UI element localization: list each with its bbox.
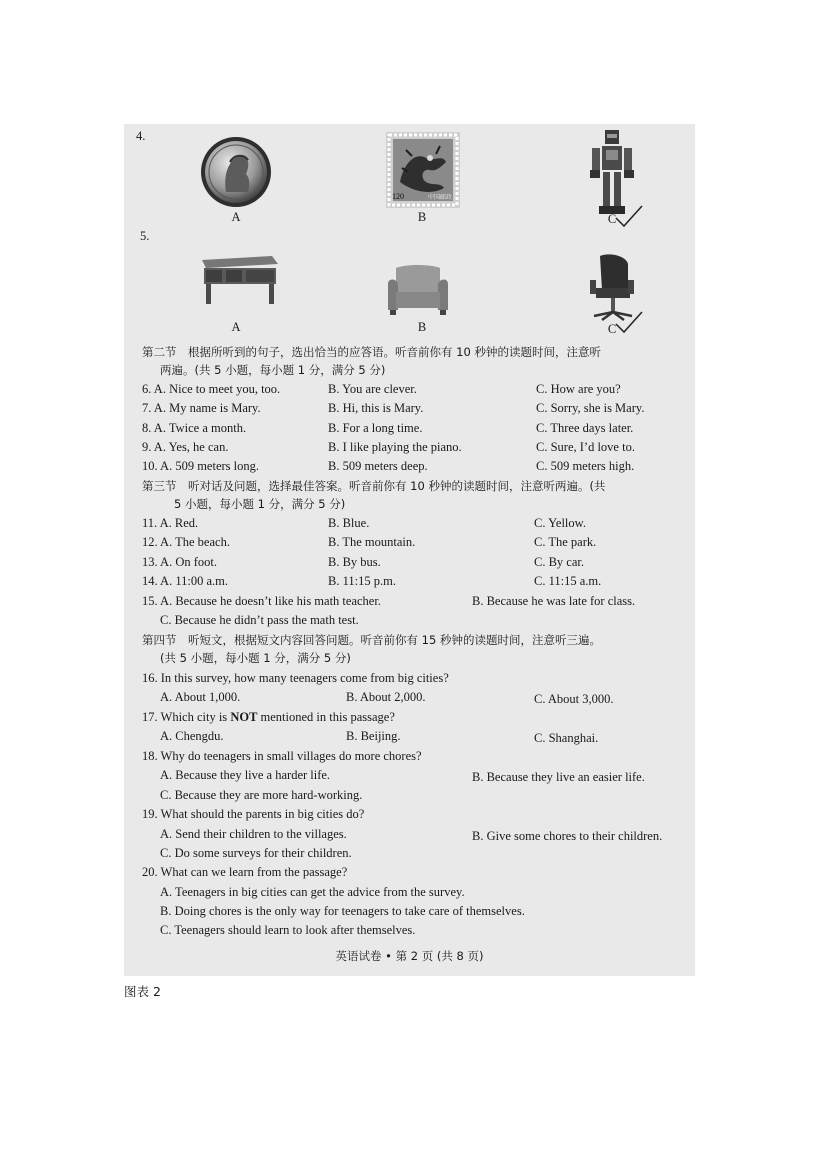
- sec3-q11-a: 11. A. Red.: [142, 516, 199, 530]
- q4-label-c: C: [607, 212, 617, 226]
- sec4-q20-c: C. Teenagers should learn to look after themselves.: [160, 923, 416, 937]
- sec2-q7-a: 7. A. My name is Mary.: [142, 401, 261, 415]
- sec4-q19-c: C. Do some surveys for their children.: [160, 846, 352, 860]
- sec2-q7-b: B. Hi, this is Mary.: [328, 401, 424, 415]
- sec4-q20-b: B. Doing chores is the only way for teenagers to take care of themselves.: [160, 904, 525, 918]
- sec4-q17-b: B. Beijing.: [346, 729, 401, 743]
- sec4-q18-a: A. Because they live a harder life.: [160, 768, 331, 782]
- sec3-q15-b: B. Because he was late for class.: [472, 594, 636, 608]
- scanned-exam-page: [124, 124, 695, 976]
- q5-checkmark: [614, 310, 644, 341]
- sec4-q16: 16. In this survey, how many teenagers come from big cities?: [142, 671, 449, 685]
- sec4-q19-a: A. Send their children to the villages.: [160, 827, 347, 841]
- sec2-heading: 第二节 根据所听到的句子，选出恰当的应答语。听音前你有 10 秒钟的读题时间，注意听: [142, 345, 601, 359]
- sec4-q20: 20. What can we learn from the passage?: [142, 865, 348, 879]
- q4-label-b: B: [417, 210, 427, 224]
- page-footer: 英语试卷 • 第 2 页 (共 8 页): [335, 949, 484, 963]
- sec2-q8-c: C. Three days later.: [536, 421, 634, 435]
- q4-checkmark: [614, 204, 644, 235]
- sec4-q16-b: B. About 2,000.: [346, 690, 426, 704]
- sec4-heading-line2: (共 5 小题，每小题 1 分，满分 5 分): [160, 651, 351, 665]
- q4-label-a: A: [231, 210, 241, 224]
- sec3-heading-line2: 5 小题，每小题 1 分，满分 5 分): [174, 497, 346, 511]
- q5-label-b: B: [417, 320, 427, 334]
- desk-image: [196, 250, 280, 311]
- sec3-q11-c: C. Yellow.: [534, 516, 586, 530]
- sec2-q9-a: 9. A. Yes, he can.: [142, 440, 229, 454]
- sec3-q13-c: C. By car.: [534, 555, 584, 569]
- sec3-q12-b: B. The mountain.: [328, 535, 416, 549]
- sec4-q19: 19. What should the parents in big cities do?: [142, 807, 365, 821]
- q4-number: 4.: [136, 129, 146, 143]
- sec2-heading-line2: 两遍。(共 5 小题，每小题 1 分，满分 5 分): [160, 363, 386, 377]
- q5-label-a: A: [231, 320, 241, 334]
- figure-caption: 图表 2: [124, 984, 161, 999]
- sec4-q17-c: C. Shanghai.: [534, 731, 599, 745]
- sec3-q14-a: 14. A. 11:00 a.m.: [142, 574, 228, 588]
- sec4-q16-a: A. About 1,000.: [160, 690, 241, 704]
- sec3-q13-b: B. By bus.: [328, 555, 381, 569]
- q5-label-c: C: [607, 322, 617, 336]
- sec2-q6-a: 6. A. Nice to meet you, too.: [142, 382, 281, 396]
- q17-suffix: mentioned in this passage?: [257, 710, 395, 724]
- stamp-value: 120: [392, 192, 404, 201]
- sec3-q14-b: B. 11:15 p.m.: [328, 574, 396, 588]
- sec2-q8-a: 8. A. Twice a month.: [142, 421, 247, 435]
- sec4-q18-b: B. Because they live an easier life.: [472, 770, 645, 784]
- sec3-q13-a: 13. A. On foot.: [142, 555, 217, 569]
- sec4-q16-c: C. About 3,000.: [534, 692, 614, 706]
- sec3-q11-b: B. Blue.: [328, 516, 370, 530]
- sec2-q6-b: B. You are clever.: [328, 382, 417, 396]
- sec4-heading: 第四节 听短文，根据短文内容回答问题。听音前你有 15 秒钟的读题时间，注意听三遍。: [142, 633, 601, 647]
- armchair-image: [386, 264, 450, 321]
- sec4-q17-a: A. Chengdu.: [160, 729, 224, 743]
- sec2-q7-c: C. Sorry, she is Mary.: [536, 401, 645, 415]
- sec3-q15-a: 15. A. Because he doesn’t like his math teacher.: [142, 594, 381, 608]
- sec2-q6-c: C. How are you?: [536, 382, 621, 396]
- sec2-q9-c: C. Sure, I’d love to.: [536, 440, 635, 454]
- sec3-heading: 第三节 听对话及问题，选择最佳答案。听音前你有 10 秒钟的读题时间，注意听两遍。(共: [142, 479, 606, 493]
- sec4-q20-a: A. Teenagers in big cities can get the advice from the survey.: [160, 885, 465, 899]
- q5-number: 5.: [140, 229, 150, 243]
- sec2-q10-c: C. 509 meters high.: [536, 459, 635, 473]
- stamp-text: 中国邮政: [428, 194, 453, 201]
- sec2-q10-a: 10. A. 509 meters long.: [142, 459, 260, 473]
- q17-emphasis: NOT: [230, 710, 258, 724]
- coin-image: [200, 136, 272, 213]
- sec3-q12-c: C. The park.: [534, 535, 597, 549]
- sec3-q12-a: 12. A. The beach.: [142, 535, 230, 549]
- sec4-q17: [142, 709, 395, 725]
- q17-prefix: 17. Which city is: [142, 710, 231, 724]
- sec3-q15-c: C. Because he didn’t pass the math test.: [160, 613, 359, 627]
- sec2-q9-b: B. I like playing the piano.: [328, 440, 462, 454]
- sec4-q18-c: C. Because they are more hard-working.: [160, 788, 363, 802]
- sec3-q14-c: C. 11:15 a.m.: [534, 574, 602, 588]
- sec4-q18: 18. Why do teenagers in small villages do more chores?: [142, 749, 422, 763]
- sec2-q10-b: B. 509 meters deep.: [328, 459, 428, 473]
- sec4-q19-b: B. Give some chores to their children.: [472, 829, 663, 843]
- sec2-q8-b: B. For a long time.: [328, 421, 423, 435]
